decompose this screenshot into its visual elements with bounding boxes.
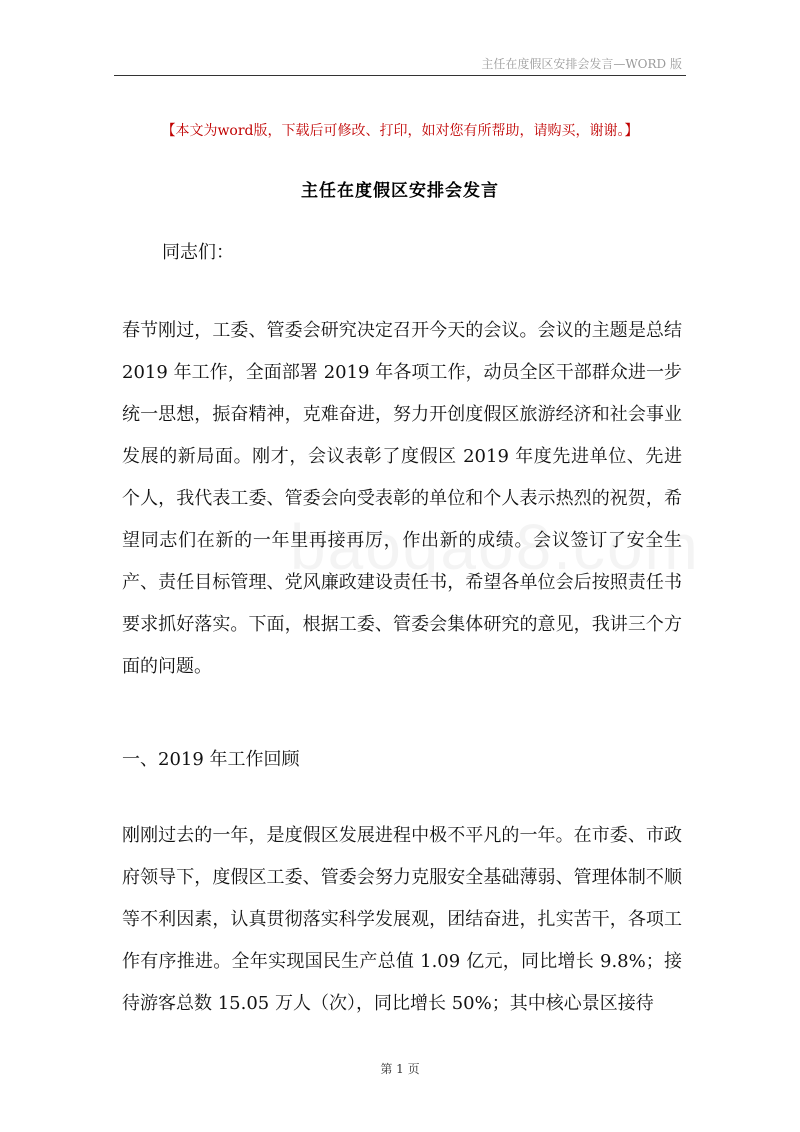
body-paragraph-1: 春节刚过，工委、管委会研究决定召开今天的会议。会议的主题是总结 2019 年工作，全面部署 2019 年各项工作，动员全区干部群众进一步统一思想，振奋精神，克难奋进，努力开创度假区旅游经济和社会事业发展的新局面。刚才，会议表彰了度假区 2019 年度先进单位、先进个人，我代表工委、管委会向受表彰的单位和个人表示热烈的祝贺，希望同志们在新的一年里再接再厉，作出新的成绩。会议签订了安全生产、责任目标管理、党风廉政建设责任书，希望各单位会后按照责任书要求抓好落实。下面，根据工委、管委会集体研究的意见，我讲三个方面的问题。 xyxy=(122,320,682,677)
running-header: 主任在度假区安排会发言—WORD 版 xyxy=(481,57,682,71)
header-divider xyxy=(114,75,686,76)
download-notice: 【本文为word版，下载后可修改、打印，如对您有所帮助，请购买，谢谢。】 xyxy=(161,123,639,139)
salutation: 同志们： xyxy=(162,242,234,263)
section-heading-1: 一、2019 年工作回顾 xyxy=(122,749,300,770)
document-title: 主任在度假区安排会发言 xyxy=(301,181,499,201)
page-number: 第 1 页 xyxy=(380,1062,420,1076)
body-paragraph-2: 刚刚过去的一年，是度假区发展进程中极不平凡的一年。在市委、市政府领导下，度假区工委、管委会努力克服安全基础薄弱、管理体制不顺等不利因素，认真贯彻落实科学发展观，团结奋进，扎实苦干，各项工作有序推进。全年实现国民生产总值 1.09 亿元，同比增长 9.8%；接待游客总数 15.05 万人（次），同比增长 50%；其中核心景区接待 xyxy=(122,825,682,1014)
